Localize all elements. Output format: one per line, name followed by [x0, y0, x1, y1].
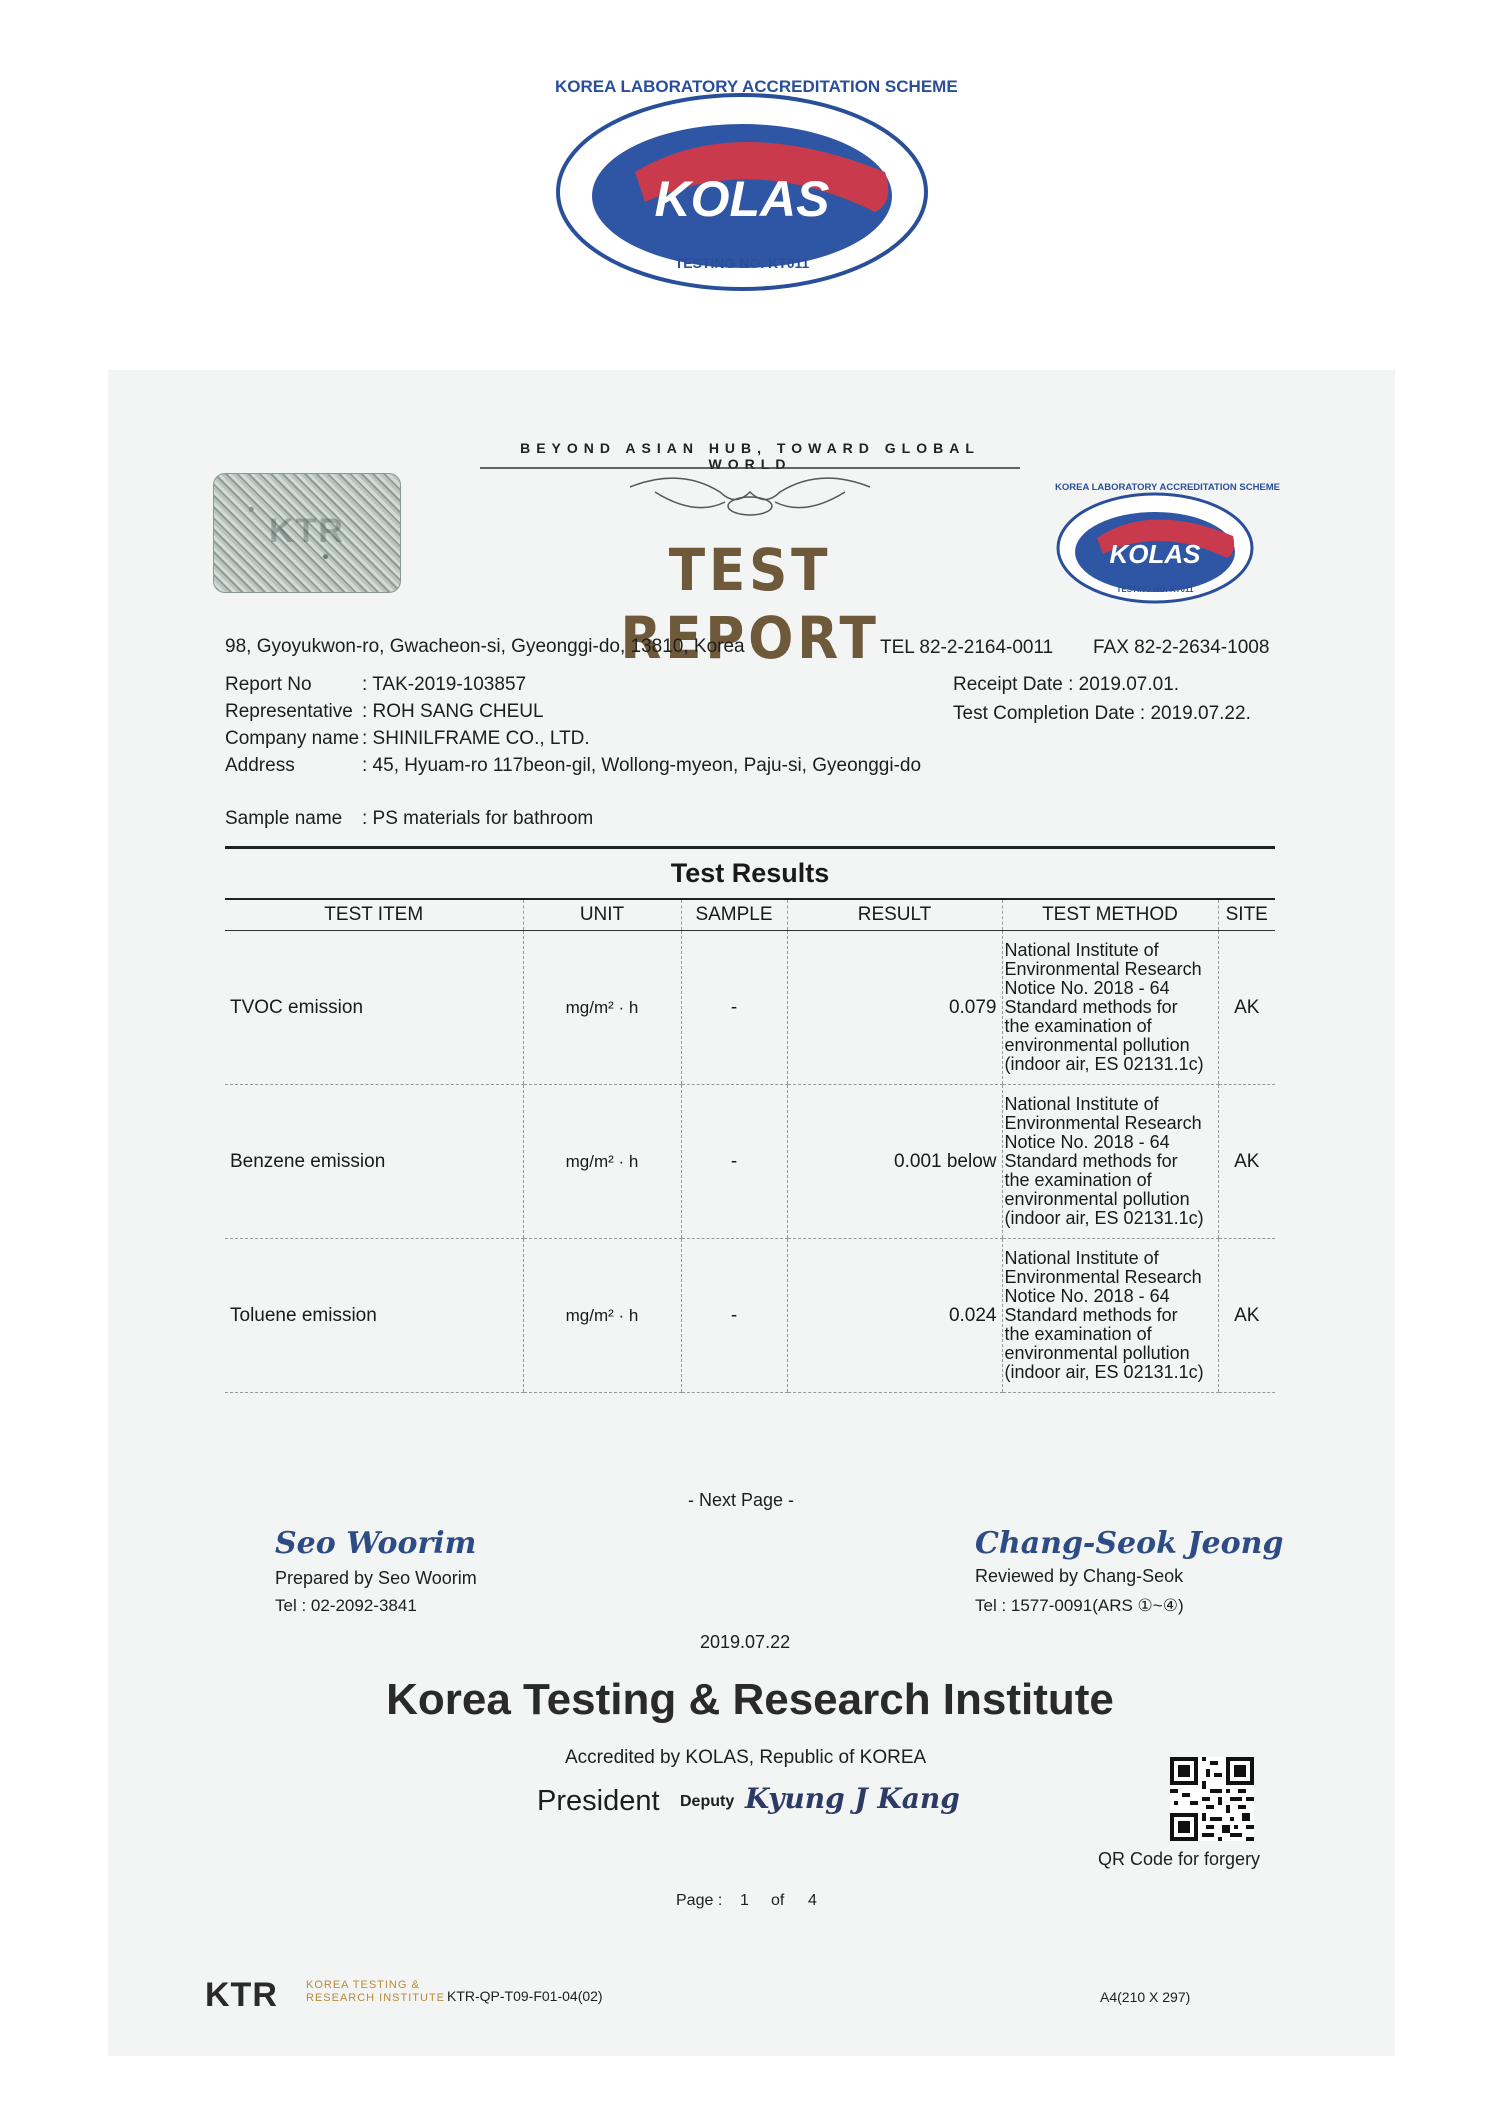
method-line: the examination of [1004, 1016, 1152, 1036]
method-line: Standard methods for [1004, 997, 1178, 1017]
cell-unit: mg/m² · h [523, 931, 681, 1085]
kolas-logo-small [1055, 482, 1281, 605]
kolas-ring-text: KOREA LABORATORY ACCREDITATION SCHEME [555, 77, 958, 96]
kolas-logo-top [555, 77, 958, 292]
cell-test-method [1002, 931, 1218, 1085]
page-number: 1 [740, 1892, 749, 1909]
sample-label: Sample name [225, 808, 343, 829]
reviewed-tel: Tel : 1577-0091(ARS ①~④) [975, 1596, 1184, 1615]
form-code: KTR-QP-T09-F01-04(02) [447, 1988, 603, 2004]
address-label: Address [225, 755, 295, 776]
report-title: TEST REPORT [620, 536, 880, 672]
method-line: (indoor air, ES 02131.1c) [1004, 1362, 1204, 1382]
method-line: (indoor air, ES 02131.1c) [1004, 1054, 1204, 1074]
col-header-test-method: TEST METHOD [1002, 899, 1218, 931]
cell-result: 0.079 [787, 931, 1002, 1085]
method-line: Notice No. 2018 - 64 [1004, 1132, 1170, 1152]
kolas-small-testing-no: TESTING NO. KT011 [1116, 585, 1194, 594]
ktr-subtitle [306, 1979, 445, 2005]
paper-size: A4(210 X 297) [1100, 1989, 1191, 2005]
company-value: : SHINILFRAME CO., LTD. [362, 728, 590, 749]
address-value: : 45, Hyuam-ro 117beon-gil, Wollong-myeon, Paju-si, Gyeonggi-do [362, 755, 922, 776]
ktr-subtitle-line: RESEARCH INSTITUTE [306, 1992, 446, 2004]
lab-tel: TEL 82-2-2164-0011 [880, 637, 1054, 658]
method-line: National Institute of [1004, 1094, 1159, 1114]
cell-unit: mg/m² · h [523, 1239, 681, 1393]
prepared-signature: Seo Woorim [275, 1526, 477, 1561]
method-line: Notice No. 2018 - 64 [1004, 978, 1170, 998]
col-header-test-item: TEST ITEM [225, 899, 523, 931]
col-header-site: SITE [1218, 899, 1275, 931]
report-no-label: Report No [225, 674, 312, 695]
method-line: National Institute of [1004, 940, 1159, 960]
col-header-unit: UNIT [523, 899, 681, 931]
method-line: Environmental Research [1004, 1267, 1202, 1287]
prepared-by: Prepared by Seo Woorim [275, 1568, 477, 1588]
lab-fax: FAX 82-2-2634-1008 [1093, 637, 1270, 658]
method-line: National Institute of [1004, 1248, 1159, 1268]
representative-label: Representative [225, 701, 353, 722]
page-of: of [771, 1892, 785, 1909]
ktr-logo: KTR [205, 1976, 278, 2014]
receipt-date: Receipt Date : 2019.07.01. [953, 674, 1180, 695]
institute-name: Korea Testing & Research Institute [386, 1675, 1114, 1724]
page-label: Page : [676, 1892, 723, 1909]
method-line: Standard methods for [1004, 1151, 1178, 1171]
cell-test-item: Benzene emission [225, 1085, 523, 1239]
cell-test-method [1002, 1239, 1218, 1393]
cell-test-method [1002, 1085, 1218, 1239]
sample-value: : PS materials for bathroom [362, 808, 594, 829]
report-no-value: : TAK-2019-103857 [362, 674, 527, 695]
method-line: Standard methods for [1004, 1305, 1178, 1325]
president-label: President [537, 1785, 660, 1817]
col-header-result: RESULT [787, 899, 1002, 931]
method-line: Notice No. 2018 - 64 [1004, 1286, 1170, 1306]
table-row [225, 931, 1275, 1085]
cell-result: 0.024 [787, 1239, 1002, 1393]
cell-unit: mg/m² · h [523, 1085, 681, 1239]
method-line: Environmental Research [1004, 1113, 1202, 1133]
representative-value: : ROH SANG CHEUL [362, 701, 544, 722]
report-date: 2019.07.22 [700, 1632, 791, 1652]
method-line: environmental pollution [1004, 1189, 1190, 1209]
cell-site: AK [1218, 1085, 1275, 1239]
cell-result: 0.001 below [787, 1085, 1002, 1239]
method-line: (indoor air, ES 02131.1c) [1004, 1208, 1204, 1228]
method-line: environmental pollution [1004, 1343, 1190, 1363]
method-line: environmental pollution [1004, 1035, 1190, 1055]
reviewed-by: Reviewed by Chang-Seok [975, 1566, 1184, 1586]
prepared-tel: Tel : 02-2092-3841 [275, 1596, 417, 1615]
cell-site: AK [1218, 1239, 1275, 1393]
table-row [225, 1239, 1275, 1393]
method-line: the examination of [1004, 1324, 1152, 1344]
ktr-subtitle-line: KOREA TESTING & [306, 1979, 420, 1991]
tagline: BEYOND ASIAN HUB, TOWARD GLOBAL WORLD [520, 440, 980, 472]
hologram-sticker [213, 473, 401, 593]
kolas-name: KOLAS [654, 171, 830, 227]
cell-test-item: TVOC emission [225, 931, 523, 1085]
kolas-small-ring-text: KOREA LABORATORY ACCREDITATION SCHEME [1055, 482, 1281, 493]
page-total: 4 [808, 1892, 817, 1909]
president-signature: Kyung J Kang [745, 1782, 960, 1815]
method-line: Environmental Research [1004, 959, 1202, 979]
company-label: Company name [225, 728, 360, 749]
accredited-note: Accredited by KOLAS, Republic of KOREA [565, 1747, 927, 1768]
table-row [225, 1085, 1275, 1239]
hologram-mark: KTR [269, 512, 345, 550]
cell-sample: - [681, 1239, 787, 1393]
cell-sample: - [681, 931, 787, 1085]
cell-test-item: Toluene emission [225, 1239, 523, 1393]
col-header-sample: SAMPLE [681, 899, 787, 931]
qr-caption: QR Code for forgery [1098, 1849, 1261, 1869]
results-title: Test Results [670, 858, 830, 888]
kolas-testing-no: TESTING NO. KT011 [674, 255, 810, 271]
table-header-row [225, 899, 1275, 931]
cell-site: AK [1218, 931, 1275, 1085]
method-line: the examination of [1004, 1170, 1152, 1190]
kolas-small-name: KOLAS [1109, 539, 1201, 569]
results-table [225, 898, 1275, 1393]
qr-code[interactable] [1170, 1757, 1254, 1841]
reviewed-signature: Chang-Seok Jeong [975, 1526, 1284, 1561]
completion-date: Test Completion Date : 2019.07.22. [953, 703, 1251, 724]
next-page-note: - Next Page - [688, 1490, 795, 1510]
divider [225, 846, 1275, 849]
lab-address: 98, Gyoyukwon-ro, Gwacheon-si, Gyeonggi-do, 13810, Korea [225, 636, 745, 657]
deputy-label: Deputy [680, 1793, 735, 1810]
cell-sample: - [681, 1085, 787, 1239]
ornament-divider [480, 462, 1020, 524]
